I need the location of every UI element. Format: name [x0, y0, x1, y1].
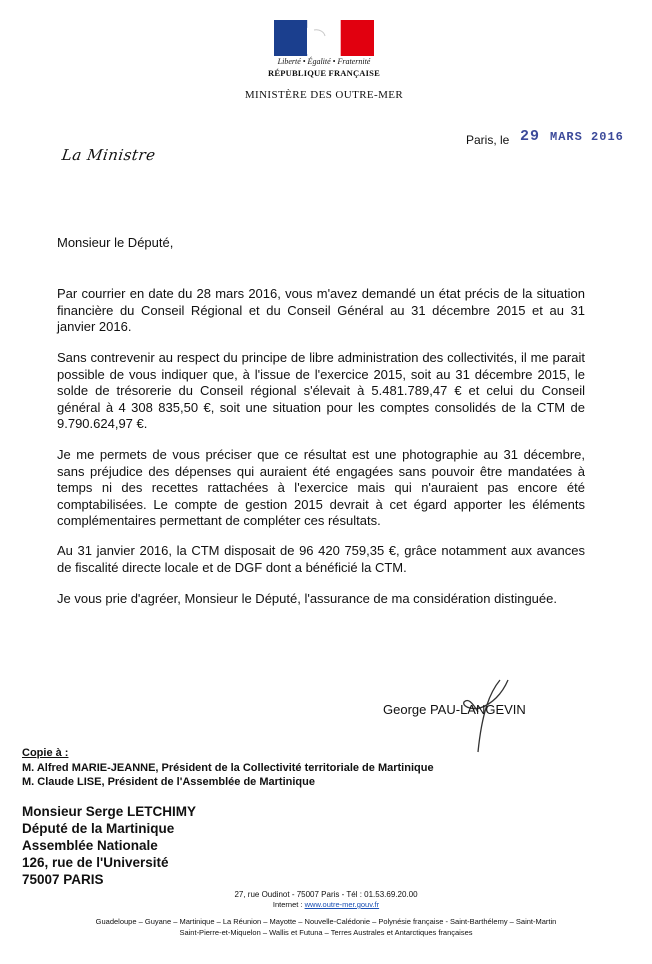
body-paragraph-3: Je me permets de vous préciser que ce résultat est une photographie au 31 décembre, sans préjudice des dépenses qui auraient été engagées sans pouvoir être mandatées à temps ni des recettes rattachées à l'exercice mais qui n'auraient pas encore été comptabilisées. Le compte de gestion 2015 devrait à cet égard apporter les éléments complémentaires permettant de compléter ces résultats.	[57, 447, 585, 528]
recipient-city: 75007 PARIS	[22, 872, 104, 887]
body-paragraph-1: Par courrier en date du 28 mars 2016, vous m'avez demandé un état précis de la situation financière du Conseil Régional et du Conseil Général au 31 décembre 2015 et au 31 janvier 2016.	[57, 286, 585, 334]
republic-motto: Liberté • Égalité • Fraternité	[277, 57, 371, 66]
signatory-name: George PAU-LANGEVIN	[383, 702, 526, 717]
date-stamp-day: 29	[520, 128, 541, 145]
footer-internet	[0, 900, 652, 909]
body-paragraph-4: Au 31 janvier 2016, la CTM disposait de 96 420 759,35 €, grâce notamment aux avances de fiscalité directe locale et de DGF dont a bénéficié la CTM.	[57, 543, 585, 575]
footer-territories-line-1: Guadeloupe – Guyane – Martinique – La Réunion – Mayotte – Nouvelle-Calédonie – Polynésie française - Saint-Barthélemy – Saint-Martin	[95, 917, 557, 926]
website-link[interactable]: www.outre-mer.gouv.fr	[304, 900, 380, 909]
footer-territories-line-2: Saint-Pierre-et-Miquelon – Wallis et Futuna – Terres Australes et Antarctiques françaises	[179, 928, 473, 937]
sender-title: La Ministre	[60, 146, 157, 164]
salutation: Monsieur le Député,	[57, 235, 174, 250]
copy-recipient: M. Claude LISE, Président de l'Assemblée de Martinique	[22, 776, 315, 788]
republic-name: RÉPUBLIQUE FRANÇAISE	[268, 68, 380, 78]
recipient-institution: Assemblée Nationale	[22, 838, 158, 853]
copy-heading: Copie à :	[22, 747, 69, 759]
copy-recipient: M. Alfred MARIE-JEANNE, Président de la Collectivité territoriale de Martinique	[22, 762, 434, 774]
footer-address: 27, rue Oudinot - 75007 Paris - Tél : 01.53.69.20.00	[234, 890, 418, 899]
date-stamp	[520, 128, 624, 145]
footer-internet-label: Internet :	[272, 900, 303, 909]
handwritten-signature	[440, 672, 530, 762]
body-paragraph-2: Sans contrevenir au respect du principe de libre administration des collectivités, il me parait possible de vous indiquer que, à l'issue de l'exercice 2015, soit au 31 décembre 2015, le solde de trésorerie du Conseil régional s'élevait à 5.481.789,47 € et celui du Conseil général à 4 308 835,50 €, soit une situation pour les comptes consolidés de la CTM de 9.790.624,97 €.	[57, 350, 585, 431]
marianne-logo	[274, 20, 374, 56]
recipient-name: Monsieur Serge LETCHIMY	[22, 804, 197, 819]
body-paragraph-5: Je vous prie d'agréer, Monsieur le Député, l'assurance de ma considération distinguée.	[57, 591, 557, 606]
ministry-name: MINISTÈRE DES OUTRE-MER	[244, 89, 404, 101]
date-stamp-month-year: MARS 2016	[550, 130, 624, 144]
date-place: Paris, le	[466, 133, 510, 147]
recipient-title: Député de la Martinique	[22, 821, 175, 836]
recipient-street: 126, rue de l'Université	[22, 855, 169, 870]
